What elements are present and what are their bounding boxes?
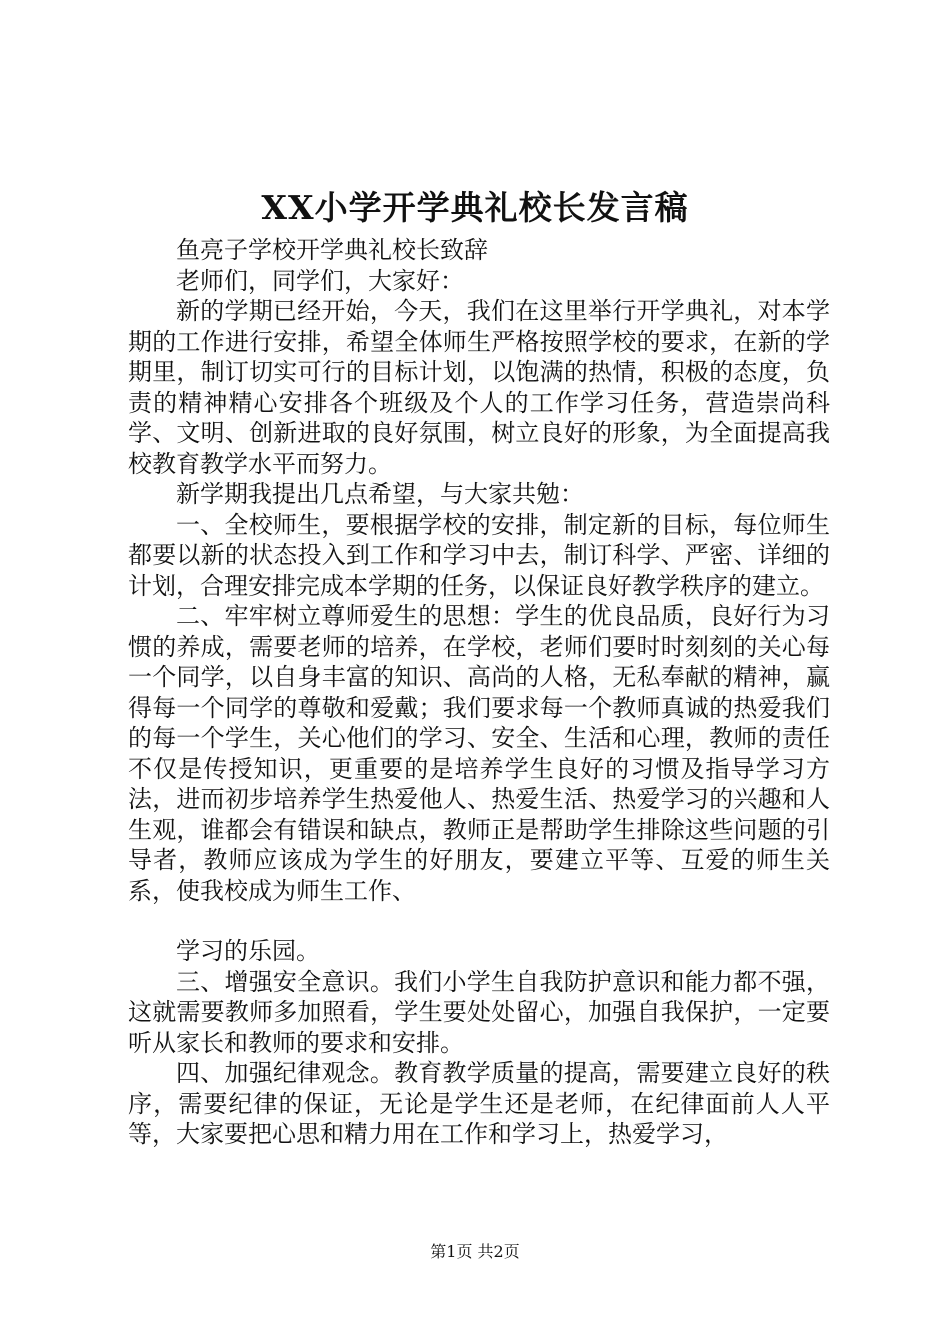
paragraph-subtitle: 鱼亮子学校开学典礼校长致辞 [176, 236, 488, 264]
paragraph-point-1: 一、全校师生，要根据学校的安排，制定新的目标，每位师生都要以新的状态投入到工作和学习中去，制订科学、严密、详细的计划，合理安排完成本学期的任务，以保证良好教学秩序的建立。 [128, 510, 830, 600]
paragraph-point-2: 二、牢牢树立尊师爱生的思想：学生的优良品质，良好行为习惯的养成，需要老师的培养，在学校，老师们要时时刻刻的关心每一个同学，以自身丰富的知识、高尚的人格，无私奉献的精神，赢得每一个同学的尊敬和爱戴；我们要求每一个教师真诚的热爱我们的每一个学生，关心他们的学习、安全、生活和心理，教师的责任不仅是传授知识，更重要的是培养学生良好的习惯及指导学习方法，进而初步培养学生热爱他人、热爱生活、热爱学习的兴趣和人生观，谁都会有错误和缺点，教师正是帮助学生排除这些问题的引导者，教师应该成为学生的好朋友，要建立平等、互爱的师生关系，使我校成为师生工作、 [128, 602, 830, 905]
paragraph-point-4: 四、加强纪律观念。教育教学质量的提高，需要建立良好的秩序，需要纪律的保证，无论是学生还是老师，在纪律面前人人平等，大家要把心思和精力用在工作和学习上，热爱学习， [128, 1059, 830, 1148]
paragraph-greeting: 老师们，同学们，大家好： [176, 266, 464, 295]
page-footer: 第1页 共2页 [430, 1242, 520, 1261]
document-body [128, 235, 830, 1150]
paragraph-intro: 新的学期已经开始，今天，我们在这里举行开学典礼，对本学期的工作进行安排，希望全体师生严格按照学校的要求，在新的学期里，制订切实可行的目标计划，以饱满的热情，积极的态度，负责的精神精心安排各个班级及个人的工作学习任务，营造崇尚科学、文明、创新进取的良好氛围，树立良好的形象，为全面提高我校教育教学水平而努力。 [128, 297, 830, 478]
paragraph-hopes: 新学期我提出几点希望，与大家共勉： [176, 480, 584, 508]
document-title: XX小学开学典礼校长发言稿 [261, 188, 689, 227]
paragraph-point-2-continued: 学习的乐园。 [176, 937, 320, 965]
paragraph-point-3: 三、增强安全意识。我们小学生自我防护意识和能力都不强，这就需要教师多加照看，学生要处处留心，加强自我保护，一定要听从家长和教师的要求和安排。 [128, 967, 830, 1057]
